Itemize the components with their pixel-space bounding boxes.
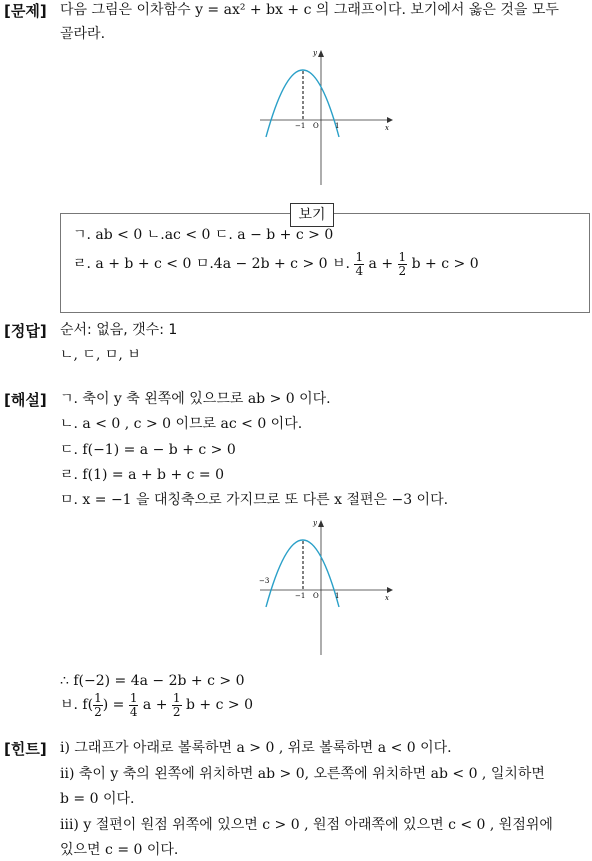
problem-label: [문제] xyxy=(4,2,47,20)
solution-line-6: ∴ f(−2) = 4a − 2b + c > 0 xyxy=(60,673,245,689)
solution-l7-b: ) = xyxy=(102,697,125,713)
tick-1: 1 xyxy=(335,122,340,130)
solution-line-1: ㄱ. 축이 y 축 왼쪽에 있으므로 ab > 0 이다. xyxy=(60,391,331,407)
x-axis-arrow xyxy=(387,117,393,123)
solution-l7-d: b + c > 0 xyxy=(186,697,253,713)
bogi-frac-half: $\frac{1}{2}$ xyxy=(398,249,407,278)
solution-line-5: ㅁ. x = −1 을 대칭축으로 가지므로 또 다른 x 절편은 −3 이다. xyxy=(60,492,449,508)
solution-parabola-graph xyxy=(255,515,395,660)
hint-label: [힌트] xyxy=(4,740,47,758)
solution-frac-quarter: $\frac{1}{4}$ xyxy=(129,690,138,719)
solution-line-2: ㄴ. a < 0 , c > 0 이므로 ac < 0 이다. xyxy=(60,416,303,432)
y-axis-arrow xyxy=(318,520,324,527)
origin-label: O xyxy=(313,592,319,600)
solution-frac-half: $\frac{1}{2}$ xyxy=(172,690,181,719)
solution-line-7 xyxy=(60,690,253,720)
solution-label: [해설] xyxy=(4,391,47,409)
tick-neg1: −1 xyxy=(295,592,306,600)
bogi-frac-quarter: $\frac{1}{4}$ xyxy=(355,249,364,278)
solution-l7-a: ㅂ. f( xyxy=(60,697,94,713)
hint-line-2: ⅱ) 축이 y 축의 왼쪽에 위치하면 ab > 0, 오른쪽에 위치하면 ab < 0 , 일치하면 xyxy=(60,766,545,782)
bogi-row-2-mid: a + xyxy=(368,256,394,272)
problem-line-1: 다음 그림은 이차함수 y = ax² + bx + c 의 그래프이다. 보기에서 옳은 것을 모두 xyxy=(60,2,559,18)
solution-l7-c: a + xyxy=(142,697,168,713)
bogi-row-2 xyxy=(73,250,479,278)
solution-line-4: ㄹ. f(1) = a + b + c = 0 xyxy=(60,467,225,483)
origin-label: O xyxy=(313,122,319,130)
x-axis-arrow xyxy=(387,587,393,593)
tick-1: 1 xyxy=(335,592,340,600)
y-axis-label: y xyxy=(313,519,317,527)
y-axis-label: y xyxy=(313,49,317,57)
problem-line-2: 골라라. xyxy=(60,26,106,42)
bogi-title: 보기 xyxy=(290,203,334,227)
hint-line-3: b = 0 이다. xyxy=(60,791,135,807)
solution-frac-half-arg: $\frac{1}{2}$ xyxy=(94,690,102,719)
answer-line-2: ㄴ, ㄷ, ㅁ, ㅂ xyxy=(60,347,141,363)
y-axis-arrow xyxy=(318,50,324,57)
bogi-row-2-end: b + c > 0 xyxy=(411,256,479,272)
x-axis-label: x xyxy=(385,594,389,602)
tick-neg3: −3 xyxy=(259,577,270,585)
hint-line-5: 있으면 c = 0 이다. xyxy=(60,842,179,858)
x-axis-label: x xyxy=(385,124,389,132)
bogi-row-1: ㄱ. ab < 0 ㄴ.ac < 0 ㄷ. a − b + c > 0 xyxy=(73,227,334,243)
answer-label: [정답] xyxy=(4,322,47,340)
hint-line-1: ⅰ) 그래프가 아래로 볼록하면 a > 0 , 위로 볼록하면 a < 0 이다. xyxy=(60,740,452,756)
bogi-box xyxy=(60,213,590,313)
solution-line-3: ㄷ. f(−1) = a − b + c > 0 xyxy=(60,442,236,458)
answer-line-1: 순서: 없음, 갯수: 1 xyxy=(60,322,178,338)
problem-parabola-graph xyxy=(255,45,395,190)
hint-line-4: ⅲ) y 절편이 원점 위쪽에 있으면 c > 0 , 원점 아래쪽에 있으면 c < 0 , 원점위에 xyxy=(60,817,553,833)
bogi-row-2-a: ㄹ. a + b + c < 0 ㅁ.4a − 2b + c > 0 ㅂ. xyxy=(73,256,350,272)
tick-neg1: −1 xyxy=(295,122,306,130)
